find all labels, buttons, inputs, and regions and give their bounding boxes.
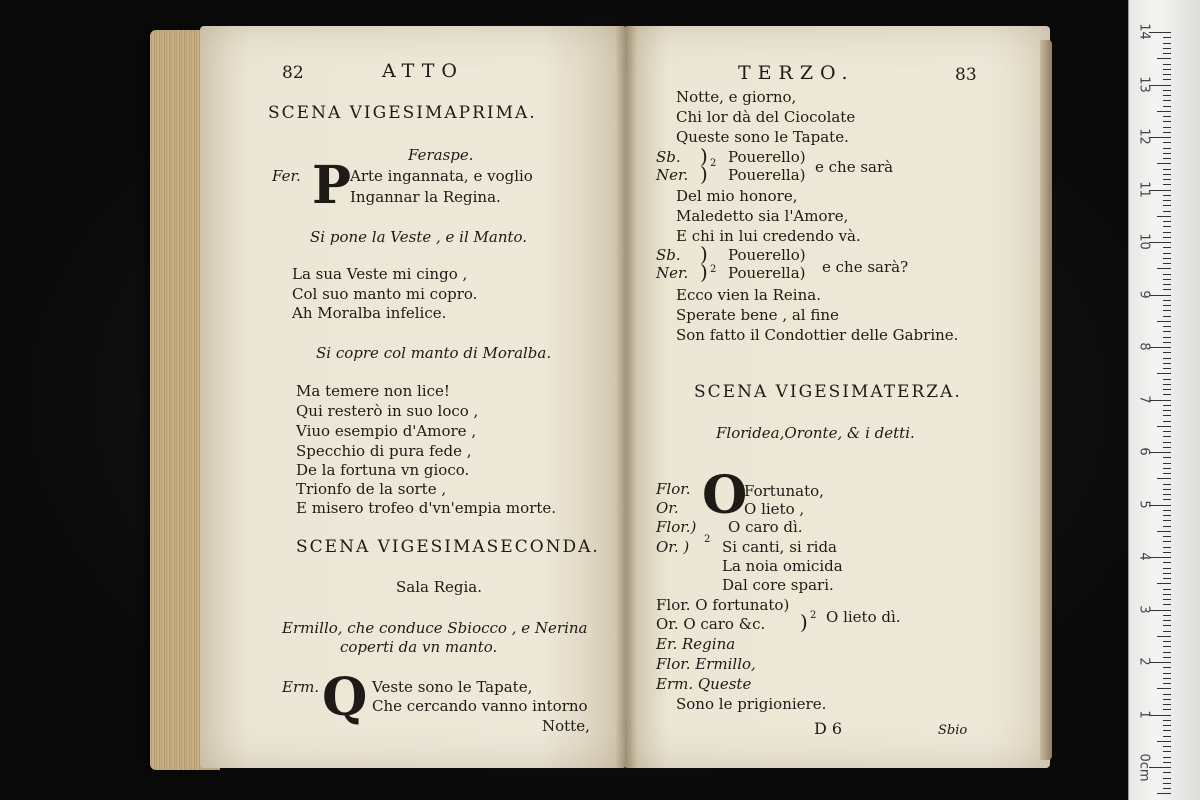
ruler-tick — [1163, 431, 1171, 432]
ruler-tick — [1163, 247, 1171, 248]
brace-1-top: ) — [700, 144, 708, 168]
duet-1-end: e che sarà — [815, 158, 894, 176]
ruler-tick — [1163, 64, 1171, 65]
ruler-tick — [1163, 158, 1171, 159]
ruler-tick — [1149, 505, 1171, 506]
ruler-tick — [1163, 253, 1171, 254]
ruler-tick — [1163, 205, 1171, 206]
speaker-ner-2: Ner. — [656, 264, 689, 282]
ruler-tick — [1149, 137, 1171, 138]
ruler-tick — [1163, 43, 1171, 44]
stage-direction-ermillo-1: Ermillo, che conduce Sbiocco , e Nerina — [282, 619, 588, 637]
ruler-tick — [1163, 263, 1171, 264]
brace-2-top: ) — [700, 242, 708, 266]
ruler-number: 8 — [1136, 342, 1152, 351]
verse-3: Ah Moralba infelice. — [292, 304, 447, 322]
right-page-number: 83 — [955, 65, 977, 85]
right-line-9: Son fatto il Condottier delle Gabrine. — [676, 326, 959, 344]
dropcap-p: P — [312, 155, 352, 216]
stage-direction-ermillo-2: coperti da vn manto. — [340, 638, 498, 656]
ruler-tick — [1163, 641, 1171, 642]
ruler-tick — [1163, 179, 1171, 180]
scene-title-23: SCENA VIGESIMATERZA. — [694, 382, 962, 402]
ruler-tick — [1163, 510, 1171, 511]
right-line-17: Or. O caro &c. — [656, 615, 766, 633]
duet-1a: Pouerello) — [728, 148, 806, 166]
ruler-tick — [1163, 363, 1171, 364]
ruler-number: 14 — [1136, 23, 1152, 40]
brace-2-bottom: ) — [700, 260, 708, 284]
book-right-edge — [1040, 40, 1052, 760]
ruler-tick — [1149, 610, 1171, 611]
left-catchword: Notte, — [542, 717, 590, 735]
speaker-sb-2: Sb. — [656, 246, 681, 264]
speaker-flor-2: Flor.) — [656, 518, 697, 536]
speaker-or-2: Or. ) — [656, 538, 690, 556]
ruler-tick — [1163, 783, 1171, 784]
brace-1-bottom: ) — [700, 162, 708, 186]
ruler-tick — [1163, 237, 1171, 238]
ruler-number: 12 — [1136, 128, 1152, 145]
ruler-tick — [1163, 195, 1171, 196]
left-page-number: 82 — [282, 63, 304, 83]
line-fer-2: Ingannar la Regina. — [350, 188, 501, 206]
ruler-tick — [1163, 358, 1171, 359]
ruler-tick — [1163, 515, 1171, 516]
ruler-tick — [1163, 95, 1171, 96]
ruler-tick — [1157, 58, 1171, 59]
ruler-tick — [1163, 331, 1171, 332]
right-line-7: Ecco vien la Reina. — [676, 286, 821, 304]
ruler-tick — [1163, 709, 1171, 710]
duet-2-end: e che sarà? — [822, 258, 909, 276]
ruler-tick — [1163, 788, 1171, 789]
sup-2-b: 2 — [710, 264, 717, 275]
ruler-number: 2 — [1136, 657, 1152, 666]
ruler-tick — [1163, 368, 1171, 369]
ruler-tick — [1163, 352, 1171, 353]
ruler-number: 0cm — [1136, 753, 1152, 782]
ruler-tick — [1163, 200, 1171, 201]
ruler-number: 5 — [1136, 499, 1152, 509]
right-line-13: Si canti, si rida — [722, 538, 837, 556]
ruler-tick — [1157, 688, 1171, 689]
ruler-tick — [1149, 85, 1171, 86]
ruler-tick — [1163, 279, 1171, 280]
ruler-tick — [1163, 379, 1171, 380]
ruler-tick — [1163, 473, 1171, 474]
ruler-tick — [1163, 594, 1171, 595]
ruler-tick — [1163, 389, 1171, 390]
right-line-21: Sono le prigioniere. — [676, 695, 827, 713]
ruler-tick — [1163, 547, 1171, 548]
ruler-tick — [1163, 410, 1171, 411]
ruler-tick — [1149, 347, 1171, 348]
right-line-14: La noia omicida — [722, 557, 843, 575]
ruler-tick — [1163, 69, 1171, 70]
ruler-tick — [1163, 326, 1171, 327]
ruler-tick — [1163, 646, 1171, 647]
ruler-tick — [1163, 536, 1171, 537]
ruler-tick — [1163, 184, 1171, 185]
ruler-tick — [1163, 683, 1171, 684]
ruler-tick — [1163, 169, 1171, 170]
ruler-tick — [1163, 127, 1171, 128]
ruler-tick — [1149, 715, 1171, 716]
ruler-tick — [1163, 704, 1171, 705]
ruler-tick — [1163, 221, 1171, 222]
ruler-tick — [1163, 699, 1171, 700]
right-line-11: O lieto , — [744, 500, 805, 518]
ruler-number: 11 — [1136, 180, 1152, 198]
line-fer-1: Arte ingannata, e voglio — [350, 167, 533, 185]
speaker-erm: Erm. — [282, 678, 320, 696]
ruler-number: 13 — [1136, 75, 1152, 93]
ruler-tick — [1163, 300, 1171, 301]
character-heading-feraspe: Feraspe. — [408, 146, 474, 164]
duet-2a: Pouerello) — [728, 246, 806, 264]
ruler-tick — [1163, 615, 1171, 616]
right-line-16: Flor. O fortunato) — [656, 596, 790, 614]
ruler-tick — [1163, 106, 1171, 107]
verse-6: Viuo esempio d'Amore , — [296, 422, 477, 440]
right-line-10: Fortunato, — [744, 482, 824, 500]
line-erm-2: Che cercando vanno intorno — [372, 697, 588, 715]
ruler-tick — [1157, 268, 1171, 269]
ruler-tick — [1163, 305, 1171, 306]
right-line-3: Queste sono le Tapate. — [676, 128, 849, 146]
ruler-tick — [1163, 48, 1171, 49]
brace-3: ) — [800, 610, 808, 634]
ruler-tick — [1163, 447, 1171, 448]
right-line-20: Erm. Queste — [656, 675, 752, 693]
verse-2: Col suo manto mi copro. — [292, 285, 478, 303]
ruler-tick — [1163, 568, 1171, 569]
ruler-tick — [1163, 526, 1171, 527]
right-running-head: TERZO. — [738, 62, 855, 84]
ruler-tick — [1163, 436, 1171, 437]
duet-1b: Pouerella) — [728, 166, 806, 184]
ruler-tick — [1163, 484, 1171, 485]
ruler-tick — [1163, 274, 1171, 275]
ruler-tick — [1163, 442, 1171, 443]
ruler-number: 4 — [1136, 552, 1152, 561]
ruler-tick — [1157, 426, 1171, 427]
right-line-8: Sperate bene , al fine — [676, 306, 839, 324]
ruler-tick — [1163, 316, 1171, 317]
ruler-tick — [1163, 211, 1171, 212]
ruler-tick — [1163, 694, 1171, 695]
speaker-ner-1: Ner. — [656, 166, 689, 184]
ruler-tick — [1163, 415, 1171, 416]
ruler-tick — [1163, 53, 1171, 54]
speaker-fer: Fer. — [272, 167, 301, 185]
ruler-tick — [1163, 625, 1171, 626]
ruler-tick — [1157, 111, 1171, 112]
ruler-tick — [1157, 741, 1171, 742]
ruler-tick — [1163, 751, 1171, 752]
ruler-tick — [1163, 730, 1171, 731]
ruler-tick — [1163, 142, 1171, 143]
ruler-tick — [1163, 232, 1171, 233]
ruler-tick — [1163, 720, 1171, 721]
ruler-tick — [1163, 121, 1171, 122]
ruler-tick — [1163, 132, 1171, 133]
speaker-or-1: Or. — [656, 499, 679, 517]
ruler-number: 9 — [1136, 289, 1152, 299]
ruler-tick — [1163, 405, 1171, 406]
ruler-tick — [1163, 657, 1171, 658]
ruler-tick — [1163, 116, 1171, 117]
ruler-tick — [1163, 762, 1171, 763]
ruler-tick — [1163, 778, 1171, 779]
right-line-6: E chi in lui credendo và. — [676, 227, 861, 245]
ruler-tick — [1163, 620, 1171, 621]
ruler-tick — [1157, 163, 1171, 164]
characters-floridea: Floridea,Oronte, & i detti. — [716, 424, 915, 442]
ruler-tick — [1163, 772, 1171, 773]
sup-2-a: 2 — [710, 158, 717, 169]
verse-5: Qui resterò in suo loco , — [296, 402, 479, 420]
ruler-tick — [1163, 494, 1171, 495]
ruler-tick — [1163, 148, 1171, 149]
ruler-tick — [1163, 673, 1171, 674]
verse-10: E misero trofeo d'vn'empia morte. — [296, 499, 557, 517]
ruler-tick — [1163, 562, 1171, 563]
book-gutter — [615, 26, 637, 768]
sup-2-d: 2 — [810, 610, 817, 621]
dropcap-o: O — [702, 465, 748, 526]
ruler-number: 1 — [1136, 709, 1152, 719]
ruler-tick — [1163, 631, 1171, 632]
ruler-tick — [1163, 678, 1171, 679]
ruler-tick — [1149, 662, 1171, 663]
ruler-tick — [1163, 573, 1171, 574]
ruler-tick — [1163, 520, 1171, 521]
line-erm-1: Veste sono le Tapate, — [372, 678, 533, 696]
ruler-tick — [1149, 557, 1171, 558]
ruler-tick — [1163, 578, 1171, 579]
ruler-tick — [1163, 310, 1171, 311]
ruler-tick — [1157, 583, 1171, 584]
ruler-tick — [1163, 463, 1171, 464]
setting-sala-regia: Sala Regia. — [396, 578, 483, 596]
ruler-number: 10 — [1136, 233, 1152, 250]
ruler-tick — [1163, 652, 1171, 653]
ruler-tick — [1163, 746, 1171, 747]
ruler-tick — [1163, 541, 1171, 542]
ruler-tick — [1157, 478, 1171, 479]
duet-2b: Pouerella) — [728, 264, 806, 282]
ruler-tick — [1163, 552, 1171, 553]
ruler-tick — [1163, 589, 1171, 590]
ruler-tick — [1157, 793, 1171, 794]
ruler-tick — [1157, 321, 1171, 322]
ruler-tick — [1163, 736, 1171, 737]
speaker-flor-1: Flor. — [656, 480, 691, 498]
ruler-tick — [1163, 153, 1171, 154]
ruler-tick — [1163, 90, 1171, 91]
verse-9: Trionfo de la sorte , — [296, 480, 447, 498]
right-catchword: Sbio — [938, 723, 968, 738]
ruler-tick — [1163, 74, 1171, 75]
ruler-tick — [1163, 384, 1171, 385]
right-line-16-end: O lieto dì. — [826, 608, 901, 626]
right-line-18: Er. Regina — [656, 635, 736, 653]
ruler-tick — [1149, 452, 1171, 453]
verse-8: De la fortuna vn gioco. — [296, 461, 470, 479]
ruler-tick — [1163, 337, 1171, 338]
sup-2-c: 2 — [704, 534, 711, 545]
ruler-tick — [1163, 394, 1171, 395]
ruler-tick — [1163, 100, 1171, 101]
ruler-tick — [1163, 421, 1171, 422]
ruler-tick — [1163, 489, 1171, 490]
stage-direction-manto: Si copre col manto di Moralba. — [316, 344, 552, 362]
ruler-tick — [1163, 667, 1171, 668]
ruler-tick — [1163, 468, 1171, 469]
ruler-tick — [1149, 242, 1171, 243]
ruler-tick — [1149, 32, 1171, 33]
right-line-2: Chi lor dà del Ciocolate — [676, 108, 856, 126]
ruler-tick — [1157, 531, 1171, 532]
ruler-tick — [1157, 216, 1171, 217]
ruler-tick — [1163, 604, 1171, 605]
ruler-tick — [1157, 373, 1171, 374]
right-line-1: Notte, e giorno, — [676, 88, 797, 106]
measurement-ruler — [1128, 0, 1200, 800]
ruler-tick — [1163, 226, 1171, 227]
ruler-number: 3 — [1136, 604, 1152, 614]
verse-4: Ma temere non lice! — [296, 382, 450, 400]
ruler-tick — [1163, 599, 1171, 600]
ruler-tick — [1163, 757, 1171, 758]
verse-7: Specchio di pura fede , — [296, 442, 472, 460]
ruler-tick — [1163, 79, 1171, 80]
ruler-tick — [1163, 725, 1171, 726]
scene-title-21: SCENA VIGESIMAPRIMA. — [268, 103, 537, 123]
ruler-tick — [1149, 767, 1171, 768]
stage-direction-veste: Si pone la Veste , e il Manto. — [310, 228, 528, 246]
ruler-tick — [1163, 289, 1171, 290]
right-line-19: Flor. Ermillo, — [656, 655, 756, 673]
scene-title-22: SCENA VIGESIMASECONDA. — [296, 537, 600, 557]
right-line-5: Maledetto sia l'Amore, — [676, 207, 849, 225]
ruler-number: 6 — [1136, 447, 1152, 456]
right-line-15: Dal core spari. — [722, 576, 834, 594]
right-line-12: O caro dì. — [728, 518, 803, 536]
ruler-tick — [1163, 457, 1171, 458]
ruler-tick — [1149, 190, 1171, 191]
left-running-head: ATTO — [382, 60, 464, 82]
ruler-tick — [1163, 37, 1171, 38]
ruler-tick — [1163, 258, 1171, 259]
ruler-tick — [1163, 284, 1171, 285]
ruler-tick — [1149, 295, 1171, 296]
speaker-sb-1: Sb. — [656, 148, 681, 166]
ruler-tick — [1163, 342, 1171, 343]
ruler-tick — [1157, 636, 1171, 637]
dropcap-q: Q — [322, 667, 368, 728]
right-line-4: Del mio honore, — [676, 187, 798, 205]
ruler-tick — [1163, 174, 1171, 175]
ruler-tick — [1163, 499, 1171, 500]
ruler-number: 7 — [1136, 394, 1152, 404]
verse-1: La sua Veste mi cingo , — [292, 265, 468, 283]
signature-mark: D 6 — [814, 719, 843, 738]
ruler-tick — [1149, 400, 1171, 401]
